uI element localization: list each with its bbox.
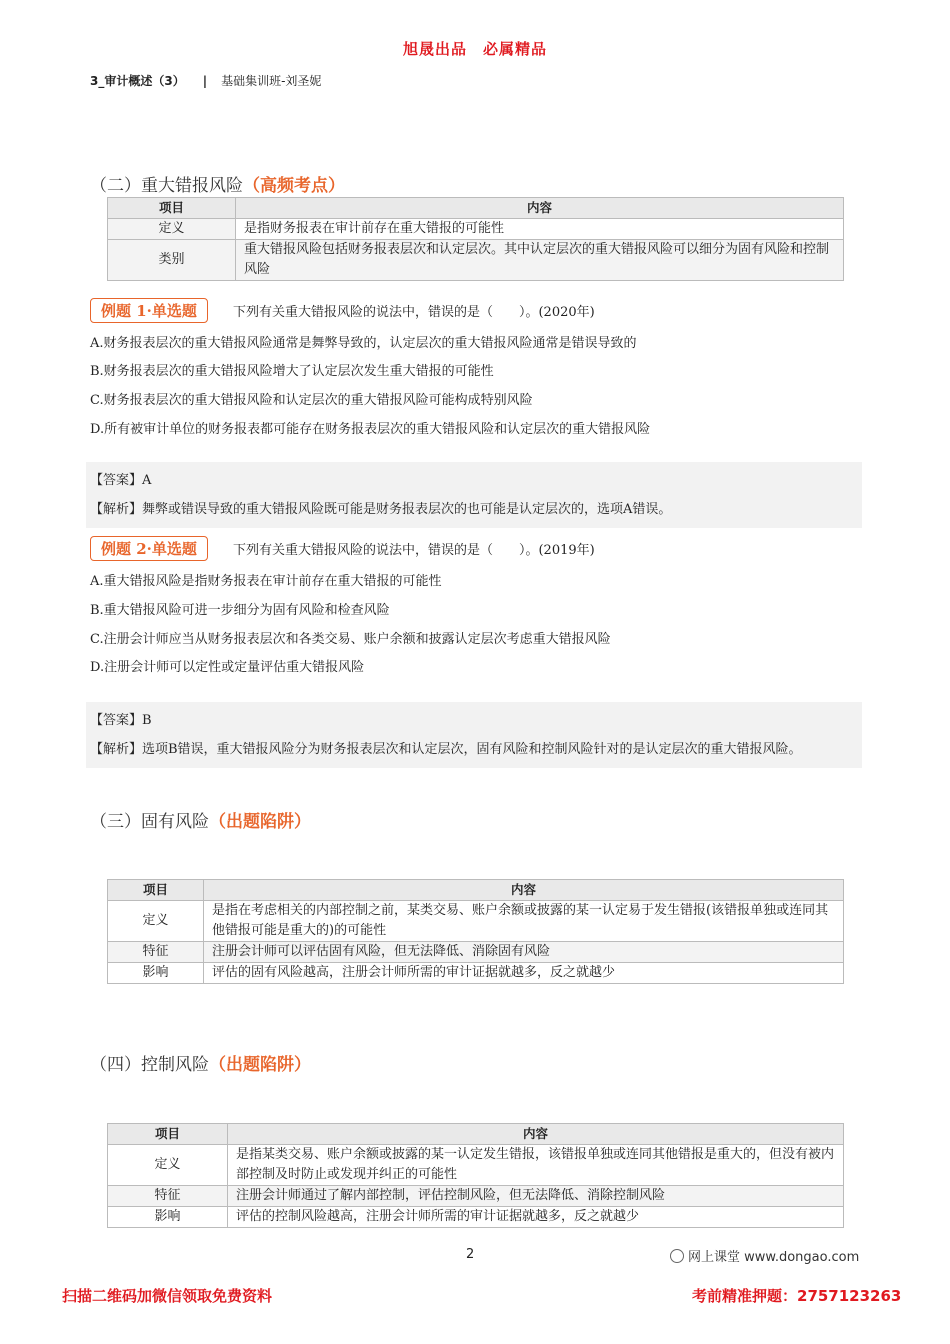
example-1-option-d: D.所有被审计单位的财务报表都可能存在财务报表层次的重大错报风险和认定层次的重大错报风险 (90, 422, 651, 437)
table-row (108, 901, 844, 942)
footer-left-promo: 扫描二维码加微信领取免费资料 (62, 1287, 273, 1305)
col-header-content: 内容 (204, 880, 844, 901)
example-1-badge: 例题 1·单选题 (90, 298, 208, 323)
top-banner: 旭晟出品 必属精品 (402, 40, 547, 58)
table-control-risk (107, 1123, 844, 1228)
section-tag: （出题陷阱） (209, 812, 311, 832)
header-separator: | (202, 74, 208, 88)
table-inherent-risk (107, 879, 844, 984)
table-row (108, 219, 844, 240)
table-row (108, 1186, 844, 1207)
section-tag: （出题陷阱） (209, 1055, 311, 1075)
col-header-item: 项目 (108, 198, 236, 219)
col-header-content: 内容 (228, 1124, 844, 1145)
example-2-answer: 【答案】B (90, 713, 152, 728)
table-row (108, 1145, 844, 1186)
example-2-option-b: B.重大错报风险可进一步细分为固有风险和检查风险 (90, 603, 390, 618)
example-2-option-a: A.重大错报风险是指财务报表在审计前存在重大错报的可能性 (90, 574, 442, 589)
row-item: 特征 (108, 1186, 228, 1207)
section-title: （三）固有风险 (90, 812, 209, 832)
section-heading-major-misstatement-risk (90, 171, 345, 196)
section-title: （四）控制风险 (90, 1055, 209, 1075)
row-item: 定义 (108, 1145, 228, 1186)
section-heading-inherent-risk (90, 807, 311, 832)
example-1-question: 下列有关重大错报风险的说法中，错误的是（ ）。(2020年) (232, 305, 595, 320)
row-content: 评估的控制风险越高，注册会计师所需的审计证据就越多，反之就越少 (228, 1207, 844, 1228)
example-2-option-d: D.注册会计师可以定性或定量评估重大错报风险 (90, 660, 365, 675)
example-1-answer-box (86, 462, 862, 528)
example-1-option-c: C.财务报表层次的重大错报风险和认定层次的重大错报风险可能构成特别风险 (90, 393, 533, 408)
example-1-option-b: B.财务报表层次的重大错报风险增大了认定层次发生重大错报的可能性 (90, 364, 494, 379)
page-number: 2 (466, 1247, 475, 1262)
example-2-analysis: 【解析】选项B错误，重大错报风险分为财务报表层次和认定层次，固有风险和控制风险针对的是认定层次的重大错报风险。 (90, 742, 802, 757)
example-2-question-line (90, 536, 595, 561)
row-item: 定义 (108, 219, 236, 240)
row-item: 影响 (108, 1207, 228, 1228)
brand-text: 网上课堂 www.dongao.com (688, 1250, 860, 1265)
row-content: 重大错报风险包括财务报表层次和认定层次。其中认定层次的重大错报风险可以细分为固有风险和控制风险 (236, 240, 844, 281)
example-2-answer-box (86, 702, 862, 768)
col-header-item: 项目 (108, 880, 204, 901)
footer-right-promo: 考前精准押题：2757123263 (692, 1287, 902, 1305)
row-content: 评估的固有风险越高，注册会计师所需的审计证据就越多，反之就越少 (204, 963, 844, 984)
table-row (108, 942, 844, 963)
row-content: 是指在考虑相关的内部控制之前，某类交易、账户余额或披露的某一认定易于发生错报(该错报单独或连同其他错报可能是重大的)的可能性 (204, 901, 844, 942)
col-header-item: 项目 (108, 1124, 228, 1145)
row-item: 特征 (108, 942, 204, 963)
example-1-question-line (90, 298, 595, 323)
table-header-row (108, 880, 844, 901)
row-content: 注册会计师可以评估固有风险，但无法降低、消除固有风险 (204, 942, 844, 963)
course-name: 基础集训班-刘圣妮 (221, 74, 322, 88)
col-header-content: 内容 (236, 198, 844, 219)
brand-footer (670, 1246, 859, 1265)
example-1-option-a: A.财务报表层次的重大错报风险通常是舞弊导致的，认定层次的重大错报风险通常是错误导致的 (90, 336, 637, 351)
row-content: 是指财务报表在审计前存在重大错报的可能性 (236, 219, 844, 240)
table-row (108, 1207, 844, 1228)
example-2-question: 下列有关重大错报风险的说法中，错误的是（ ）。(2019年) (232, 543, 595, 558)
example-2-option-c: C.注册会计师应当从财务报表层次和各类交易、账户余额和披露认定层次考虑重大错报风险 (90, 632, 611, 647)
table-header-row (108, 198, 844, 219)
row-content: 注册会计师通过了解内部控制，评估控制风险，但无法降低、消除控制风险 (228, 1186, 844, 1207)
row-content: 是指某类交易、账户余额或披露的某一认定发生错报，该错报单独或连同其他错报是重大的，但没有被内部控制及时防止或发现并纠正的可能性 (228, 1145, 844, 1186)
chapter-title: 3_审计概述（3） (90, 74, 185, 88)
row-item: 类别 (108, 240, 236, 281)
row-item: 定义 (108, 901, 204, 942)
section-title: （二）重大错报风险 (90, 176, 243, 196)
row-item: 影响 (108, 963, 204, 984)
section-heading-control-risk (90, 1050, 311, 1075)
example-2-badge: 例题 2·单选题 (90, 536, 208, 561)
dongao-logo-icon (670, 1249, 684, 1263)
table-header-row (108, 1124, 844, 1145)
section-tag: （高频考点） (243, 176, 345, 196)
table-major-misstatement-risk (107, 197, 844, 281)
example-1-answer: 【答案】A (90, 473, 152, 488)
page-header (90, 72, 321, 89)
table-row (108, 240, 844, 281)
table-row (108, 963, 844, 984)
example-1-analysis: 【解析】舞弊或错误导致的重大错报风险既可能是财务报表层次的也可能是认定层次的，选项A错误。 (90, 502, 672, 517)
